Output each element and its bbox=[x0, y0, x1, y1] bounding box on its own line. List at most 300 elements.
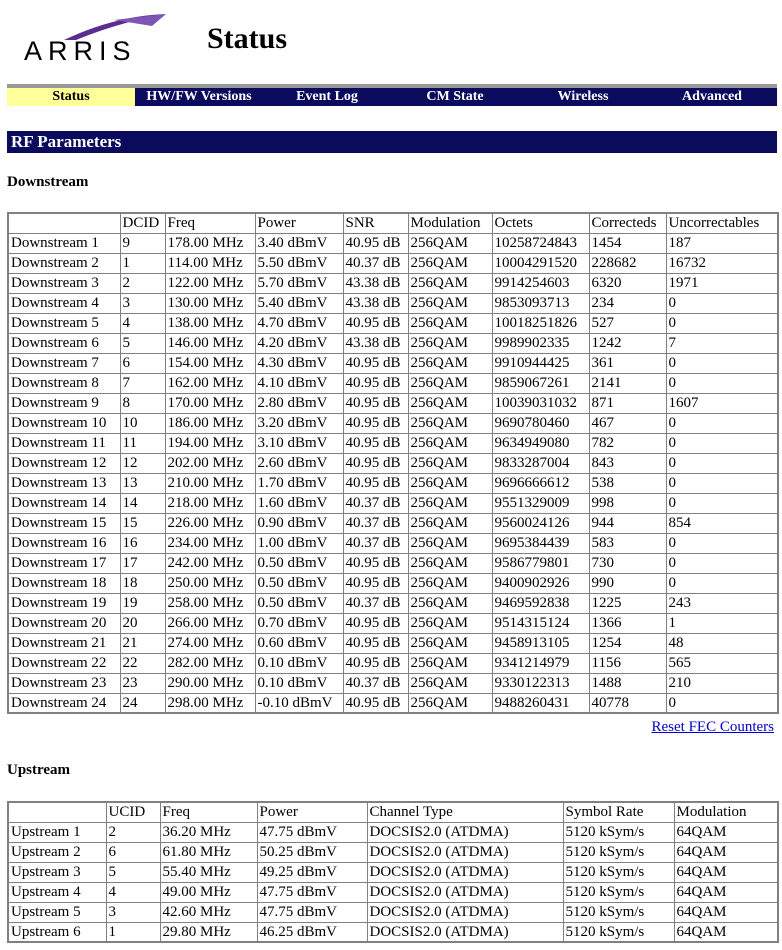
table-row bbox=[8, 473, 778, 493]
table-cell: 7 bbox=[120, 373, 165, 393]
table-cell: Downstream 4 bbox=[8, 293, 120, 313]
column-header: SNR bbox=[343, 213, 408, 233]
table-cell: 9833287004 bbox=[492, 453, 589, 473]
table-cell: 282.00 MHz bbox=[165, 653, 255, 673]
table-cell: 9695384439 bbox=[492, 533, 589, 553]
table-cell: 5120 kSym/s bbox=[563, 862, 674, 882]
upstream-heading: Upstream bbox=[7, 762, 71, 778]
table-cell: 234.00 MHz bbox=[165, 533, 255, 553]
table-row bbox=[8, 233, 778, 253]
table-cell: 258.00 MHz bbox=[165, 593, 255, 613]
table-cell: 256QAM bbox=[408, 513, 492, 533]
table-cell: 10258724843 bbox=[492, 233, 589, 253]
table-cell: 361 bbox=[589, 353, 666, 373]
table-cell: Downstream 20 bbox=[8, 613, 120, 633]
table-cell: 256QAM bbox=[408, 573, 492, 593]
table-cell: 1242 bbox=[589, 333, 666, 353]
nav-tab-advanced[interactable]: Advanced bbox=[682, 89, 742, 104]
table-cell: 187 bbox=[666, 233, 778, 253]
table-cell: 47.75 dBmV bbox=[257, 902, 367, 922]
table-cell: 9859067261 bbox=[492, 373, 589, 393]
table-cell: 50.25 dBmV bbox=[257, 842, 367, 862]
table-cell: 40.37 dB bbox=[343, 533, 408, 553]
table-cell: 0 bbox=[666, 573, 778, 593]
table-cell: 1.70 dBmV bbox=[255, 473, 343, 493]
table-row bbox=[8, 633, 778, 653]
table-cell: 843 bbox=[589, 453, 666, 473]
table-cell: 256QAM bbox=[408, 313, 492, 333]
table-cell: 16 bbox=[120, 533, 165, 553]
table-cell: Downstream 10 bbox=[8, 413, 120, 433]
table-cell: 10039031032 bbox=[492, 393, 589, 413]
table-cell: 256QAM bbox=[408, 453, 492, 473]
table-cell: 146.00 MHz bbox=[165, 333, 255, 353]
table-cell: 9 bbox=[120, 233, 165, 253]
table-row bbox=[8, 293, 778, 313]
table-cell: 5120 kSym/s bbox=[563, 902, 674, 922]
table-cell: 43.38 dB bbox=[343, 333, 408, 353]
table-row bbox=[8, 613, 778, 633]
table-cell: 2141 bbox=[589, 373, 666, 393]
table-cell: 871 bbox=[589, 393, 666, 413]
column-header: Channel Type bbox=[367, 802, 563, 822]
table-cell: 1366 bbox=[589, 613, 666, 633]
column-header: Correcteds bbox=[589, 213, 666, 233]
table-cell: 0.70 dBmV bbox=[255, 613, 343, 633]
table-row bbox=[8, 533, 778, 553]
table-cell: 527 bbox=[589, 313, 666, 333]
table-cell: Upstream 5 bbox=[8, 902, 106, 922]
table-row bbox=[8, 333, 778, 353]
table-cell: Downstream 19 bbox=[8, 593, 120, 613]
table-cell: 9989902335 bbox=[492, 333, 589, 353]
table-cell: 242.00 MHz bbox=[165, 553, 255, 573]
table-cell: 18 bbox=[120, 573, 165, 593]
table-cell: 1225 bbox=[589, 593, 666, 613]
table-cell: DOCSIS2.0 (ATDMA) bbox=[367, 902, 563, 922]
table-cell: 782 bbox=[589, 433, 666, 453]
table-cell: 1 bbox=[106, 922, 160, 942]
table-cell: -0.10 dBmV bbox=[255, 693, 343, 713]
table-row bbox=[8, 693, 778, 713]
table-cell: 122.00 MHz bbox=[165, 273, 255, 293]
table-cell: 9560024126 bbox=[492, 513, 589, 533]
table-cell: 55.40 MHz bbox=[160, 862, 257, 882]
table-cell: 20 bbox=[120, 613, 165, 633]
table-cell: 0 bbox=[666, 353, 778, 373]
table-cell: 64QAM bbox=[674, 822, 778, 842]
table-cell: 2.60 dBmV bbox=[255, 453, 343, 473]
table-row bbox=[8, 573, 778, 593]
column-header: Octets bbox=[492, 213, 589, 233]
table-cell: 0.50 dBmV bbox=[255, 593, 343, 613]
main-nav bbox=[7, 84, 777, 106]
table-cell: 3.20 dBmV bbox=[255, 413, 343, 433]
table-cell: Downstream 11 bbox=[8, 433, 120, 453]
table-cell: 730 bbox=[589, 553, 666, 573]
table-cell: 256QAM bbox=[408, 613, 492, 633]
table-row bbox=[8, 253, 778, 273]
table-row bbox=[8, 553, 778, 573]
table-cell: 40.95 dB bbox=[343, 393, 408, 413]
table-cell: 5 bbox=[106, 862, 160, 882]
table-row bbox=[8, 922, 778, 942]
table-cell: 3.40 dBmV bbox=[255, 233, 343, 253]
column-header: Power bbox=[255, 213, 343, 233]
table-cell: 47.75 dBmV bbox=[257, 822, 367, 842]
table-cell: 40.95 dB bbox=[343, 613, 408, 633]
table-cell: 0 bbox=[666, 693, 778, 713]
table-cell: 1156 bbox=[589, 653, 666, 673]
nav-tab-event-log[interactable]: Event Log bbox=[296, 89, 358, 104]
table-cell: Upstream 4 bbox=[8, 882, 106, 902]
table-cell: 1488 bbox=[589, 673, 666, 693]
table-cell: 9910944425 bbox=[492, 353, 589, 373]
table-cell: 3.10 dBmV bbox=[255, 433, 343, 453]
table-cell: 0 bbox=[666, 413, 778, 433]
table-cell: 15 bbox=[120, 513, 165, 533]
table-cell: 243 bbox=[666, 593, 778, 613]
table-cell: 4.70 dBmV bbox=[255, 313, 343, 333]
table-cell: 990 bbox=[589, 573, 666, 593]
table-cell: 1454 bbox=[589, 233, 666, 253]
table-cell: 40.95 dB bbox=[343, 233, 408, 253]
table-cell: 10018251826 bbox=[492, 313, 589, 333]
table-cell: 9400902926 bbox=[492, 573, 589, 593]
table-cell: 5120 kSym/s bbox=[563, 882, 674, 902]
table-cell: 944 bbox=[589, 513, 666, 533]
table-cell: 210 bbox=[666, 673, 778, 693]
column-header: DCID bbox=[120, 213, 165, 233]
upstream-table bbox=[7, 801, 779, 943]
table-cell: 538 bbox=[589, 473, 666, 493]
column-header: Freq bbox=[160, 802, 257, 822]
table-cell: Upstream 3 bbox=[8, 862, 106, 882]
table-cell: Downstream 9 bbox=[8, 393, 120, 413]
table-cell: 9690780460 bbox=[492, 413, 589, 433]
table-row bbox=[8, 882, 778, 902]
table-cell: Downstream 15 bbox=[8, 513, 120, 533]
reset-fec-counters-link[interactable]: Reset FEC Counters bbox=[651, 719, 774, 735]
table-cell: 3 bbox=[106, 902, 160, 922]
table-cell: 0 bbox=[666, 433, 778, 453]
table-cell: 40.95 dB bbox=[343, 313, 408, 333]
table-cell: 2 bbox=[120, 273, 165, 293]
table-cell: 4.10 dBmV bbox=[255, 373, 343, 393]
table-cell: 42.60 MHz bbox=[160, 902, 257, 922]
table-cell: 9458913105 bbox=[492, 633, 589, 653]
column-header: Modulation bbox=[674, 802, 778, 822]
table-row bbox=[8, 842, 778, 862]
table-cell: 40.95 dB bbox=[343, 573, 408, 593]
table-cell: 17 bbox=[120, 553, 165, 573]
table-cell: 256QAM bbox=[408, 553, 492, 573]
table-cell: Downstream 1 bbox=[8, 233, 120, 253]
table-cell: 234 bbox=[589, 293, 666, 313]
table-cell: 467 bbox=[589, 413, 666, 433]
nav-tab-cm-state[interactable]: CM State bbox=[426, 89, 484, 104]
table-cell: 256QAM bbox=[408, 413, 492, 433]
section-title: RF Parameters bbox=[7, 131, 777, 153]
table-cell: 24 bbox=[120, 693, 165, 713]
table-cell: 256QAM bbox=[408, 673, 492, 693]
table-cell: 6 bbox=[106, 842, 160, 862]
table-cell: 43.38 dB bbox=[343, 293, 408, 313]
table-cell: 14 bbox=[120, 493, 165, 513]
table-cell: 40.95 dB bbox=[343, 473, 408, 493]
table-cell: 13 bbox=[120, 473, 165, 493]
table-cell: 4 bbox=[120, 313, 165, 333]
table-row bbox=[8, 822, 778, 842]
table-cell: Downstream 17 bbox=[8, 553, 120, 573]
table-cell: 170.00 MHz bbox=[165, 393, 255, 413]
table-cell: 64QAM bbox=[674, 902, 778, 922]
table-cell: 40.37 dB bbox=[343, 513, 408, 533]
table-cell: Downstream 3 bbox=[8, 273, 120, 293]
table-cell: 10004291520 bbox=[492, 253, 589, 273]
table-cell: 256QAM bbox=[408, 373, 492, 393]
table-cell: 250.00 MHz bbox=[165, 573, 255, 593]
column-header bbox=[8, 802, 106, 822]
table-cell: 22 bbox=[120, 653, 165, 673]
table-cell: 228682 bbox=[589, 253, 666, 273]
downstream-table bbox=[7, 212, 779, 714]
table-cell: 0 bbox=[666, 493, 778, 513]
table-cell: 0 bbox=[666, 553, 778, 573]
table-cell: 49.25 dBmV bbox=[257, 862, 367, 882]
table-row bbox=[8, 393, 778, 413]
table-cell: 61.80 MHz bbox=[160, 842, 257, 862]
table-row bbox=[8, 373, 778, 393]
table-cell: 256QAM bbox=[408, 293, 492, 313]
table-cell: 1254 bbox=[589, 633, 666, 653]
table-cell: 1 bbox=[666, 613, 778, 633]
column-header: Power bbox=[257, 802, 367, 822]
nav-tab-status[interactable]: Status bbox=[7, 88, 135, 106]
table-cell: 256QAM bbox=[408, 253, 492, 273]
table-cell: 43.38 dB bbox=[343, 273, 408, 293]
table-cell: Downstream 23 bbox=[8, 673, 120, 693]
table-cell: 40.95 dB bbox=[343, 453, 408, 473]
table-cell: 0.50 dBmV bbox=[255, 553, 343, 573]
table-cell: 194.00 MHz bbox=[165, 433, 255, 453]
table-cell: 1971 bbox=[666, 273, 778, 293]
table-cell: 1 bbox=[120, 253, 165, 273]
table-cell: Downstream 21 bbox=[8, 633, 120, 653]
table-cell: Downstream 5 bbox=[8, 313, 120, 333]
table-cell: 5.70 dBmV bbox=[255, 273, 343, 293]
table-cell: Downstream 7 bbox=[8, 353, 120, 373]
table-cell: 290.00 MHz bbox=[165, 673, 255, 693]
table-cell: 0 bbox=[666, 473, 778, 493]
table-row bbox=[8, 902, 778, 922]
column-header: Symbol Rate bbox=[563, 802, 674, 822]
table-cell: 9488260431 bbox=[492, 693, 589, 713]
nav-tab-wireless[interactable]: Wireless bbox=[557, 89, 609, 104]
table-cell: 154.00 MHz bbox=[165, 353, 255, 373]
table-row bbox=[8, 513, 778, 533]
table-cell: 40.95 dB bbox=[343, 633, 408, 653]
table-cell: DOCSIS2.0 (ATDMA) bbox=[367, 882, 563, 902]
table-cell: 114.00 MHz bbox=[165, 253, 255, 273]
table-cell: 11 bbox=[120, 433, 165, 453]
table-cell: 565 bbox=[666, 653, 778, 673]
table-cell: 5 bbox=[120, 333, 165, 353]
table-cell: DOCSIS2.0 (ATDMA) bbox=[367, 842, 563, 862]
table-cell: 998 bbox=[589, 493, 666, 513]
table-cell: 19 bbox=[120, 593, 165, 613]
table-cell: 9514315124 bbox=[492, 613, 589, 633]
table-cell: 256QAM bbox=[408, 693, 492, 713]
table-row bbox=[8, 453, 778, 473]
table-cell: 36.20 MHz bbox=[160, 822, 257, 842]
table-cell: 256QAM bbox=[408, 593, 492, 613]
table-cell: Downstream 18 bbox=[8, 573, 120, 593]
column-header: Uncorrectables bbox=[666, 213, 778, 233]
table-cell: 218.00 MHz bbox=[165, 493, 255, 513]
table-cell: 186.00 MHz bbox=[165, 413, 255, 433]
table-cell: 274.00 MHz bbox=[165, 633, 255, 653]
table-cell: 9914254603 bbox=[492, 273, 589, 293]
table-cell: 40.37 dB bbox=[343, 593, 408, 613]
table-cell: 21 bbox=[120, 633, 165, 653]
table-cell: 40.37 dB bbox=[343, 253, 408, 273]
page-title: Status bbox=[207, 22, 288, 55]
table-cell: 5.50 dBmV bbox=[255, 253, 343, 273]
table-cell: 5120 kSym/s bbox=[563, 822, 674, 842]
table-cell: 6320 bbox=[589, 273, 666, 293]
table-cell: 7 bbox=[666, 333, 778, 353]
table-cell: 256QAM bbox=[408, 493, 492, 513]
table-cell: 0.10 dBmV bbox=[255, 653, 343, 673]
table-cell: Upstream 2 bbox=[8, 842, 106, 862]
table-cell: 6 bbox=[120, 353, 165, 373]
table-cell: Downstream 14 bbox=[8, 493, 120, 513]
table-cell: 48 bbox=[666, 633, 778, 653]
table-cell: 8 bbox=[120, 393, 165, 413]
table-cell: 0 bbox=[666, 313, 778, 333]
table-cell: 64QAM bbox=[674, 862, 778, 882]
table-cell: 49.00 MHz bbox=[160, 882, 257, 902]
table-cell: 40.95 dB bbox=[343, 653, 408, 673]
table-cell: 256QAM bbox=[408, 633, 492, 653]
table-cell: 202.00 MHz bbox=[165, 453, 255, 473]
table-cell: 1.60 dBmV bbox=[255, 493, 343, 513]
table-cell: Downstream 24 bbox=[8, 693, 120, 713]
table-row bbox=[8, 353, 778, 373]
table-cell: 40.95 dB bbox=[343, 553, 408, 573]
table-cell: 9853093713 bbox=[492, 293, 589, 313]
table-cell: 138.00 MHz bbox=[165, 313, 255, 333]
table-cell: Downstream 16 bbox=[8, 533, 120, 553]
table-cell: 40778 bbox=[589, 693, 666, 713]
table-cell: Downstream 2 bbox=[8, 253, 120, 273]
table-cell: 9330122313 bbox=[492, 673, 589, 693]
table-row bbox=[8, 493, 778, 513]
table-cell: 583 bbox=[589, 533, 666, 553]
table-cell: 256QAM bbox=[408, 433, 492, 453]
table-cell: 210.00 MHz bbox=[165, 473, 255, 493]
table-cell: Upstream 6 bbox=[8, 922, 106, 942]
table-cell: 12 bbox=[120, 453, 165, 473]
table-cell: 0 bbox=[666, 293, 778, 313]
table-cell: 9341214979 bbox=[492, 653, 589, 673]
table-row bbox=[8, 433, 778, 453]
table-cell: 256QAM bbox=[408, 353, 492, 373]
table-cell: 4 bbox=[106, 882, 160, 902]
column-header: UCID bbox=[106, 802, 160, 822]
table-cell: 9469592838 bbox=[492, 593, 589, 613]
table-row bbox=[8, 273, 778, 293]
table-cell: 40.95 dB bbox=[343, 413, 408, 433]
table-cell: 9696666612 bbox=[492, 473, 589, 493]
table-cell: 178.00 MHz bbox=[165, 233, 255, 253]
table-cell: 23 bbox=[120, 673, 165, 693]
table-row bbox=[8, 653, 778, 673]
table-cell: 256QAM bbox=[408, 393, 492, 413]
table-cell: Downstream 6 bbox=[8, 333, 120, 353]
table-cell: 0.90 dBmV bbox=[255, 513, 343, 533]
table-cell: 256QAM bbox=[408, 533, 492, 553]
table-cell: 854 bbox=[666, 513, 778, 533]
table-cell: 29.80 MHz bbox=[160, 922, 257, 942]
table-cell: 256QAM bbox=[408, 333, 492, 353]
table-row bbox=[8, 413, 778, 433]
table-row bbox=[8, 313, 778, 333]
column-header: Modulation bbox=[408, 213, 492, 233]
table-cell: 9634949080 bbox=[492, 433, 589, 453]
nav-tab-hw-fw-versions[interactable]: HW/FW Versions bbox=[146, 89, 252, 104]
table-cell: 9586779801 bbox=[492, 553, 589, 573]
column-header bbox=[8, 213, 120, 233]
table-cell: 226.00 MHz bbox=[165, 513, 255, 533]
table-cell: 40.95 dB bbox=[343, 693, 408, 713]
table-cell: 0.10 dBmV bbox=[255, 673, 343, 693]
table-cell: 40.95 dB bbox=[343, 373, 408, 393]
table-row bbox=[8, 862, 778, 882]
table-cell: 47.75 dBmV bbox=[257, 882, 367, 902]
table-cell: 2.80 dBmV bbox=[255, 393, 343, 413]
table-cell: 0 bbox=[666, 453, 778, 473]
table-cell: Downstream 13 bbox=[8, 473, 120, 493]
downstream-heading: Downstream bbox=[7, 174, 89, 190]
table-cell: 64QAM bbox=[674, 882, 778, 902]
table-cell: 4.20 dBmV bbox=[255, 333, 343, 353]
table-cell: DOCSIS2.0 (ATDMA) bbox=[367, 822, 563, 842]
table-cell: DOCSIS2.0 (ATDMA) bbox=[367, 922, 563, 942]
table-cell: 298.00 MHz bbox=[165, 693, 255, 713]
logo-text: ARRIS bbox=[24, 36, 137, 66]
table-cell: 1.00 dBmV bbox=[255, 533, 343, 553]
table-cell: 0.60 dBmV bbox=[255, 633, 343, 653]
table-cell: 5120 kSym/s bbox=[563, 922, 674, 942]
table-cell: 10 bbox=[120, 413, 165, 433]
table-cell: 64QAM bbox=[674, 922, 778, 942]
table-cell: Downstream 12 bbox=[8, 453, 120, 473]
table-header-row bbox=[8, 802, 778, 822]
table-cell: 1607 bbox=[666, 393, 778, 413]
table-cell: 46.25 dBmV bbox=[257, 922, 367, 942]
table-cell: 40.37 dB bbox=[343, 673, 408, 693]
table-cell: 162.00 MHz bbox=[165, 373, 255, 393]
table-cell: 3 bbox=[120, 293, 165, 313]
table-cell: Upstream 1 bbox=[8, 822, 106, 842]
table-cell: 256QAM bbox=[408, 473, 492, 493]
table-cell: 2 bbox=[106, 822, 160, 842]
table-cell: 40.95 dB bbox=[343, 433, 408, 453]
table-cell: 130.00 MHz bbox=[165, 293, 255, 313]
table-cell: 256QAM bbox=[408, 653, 492, 673]
